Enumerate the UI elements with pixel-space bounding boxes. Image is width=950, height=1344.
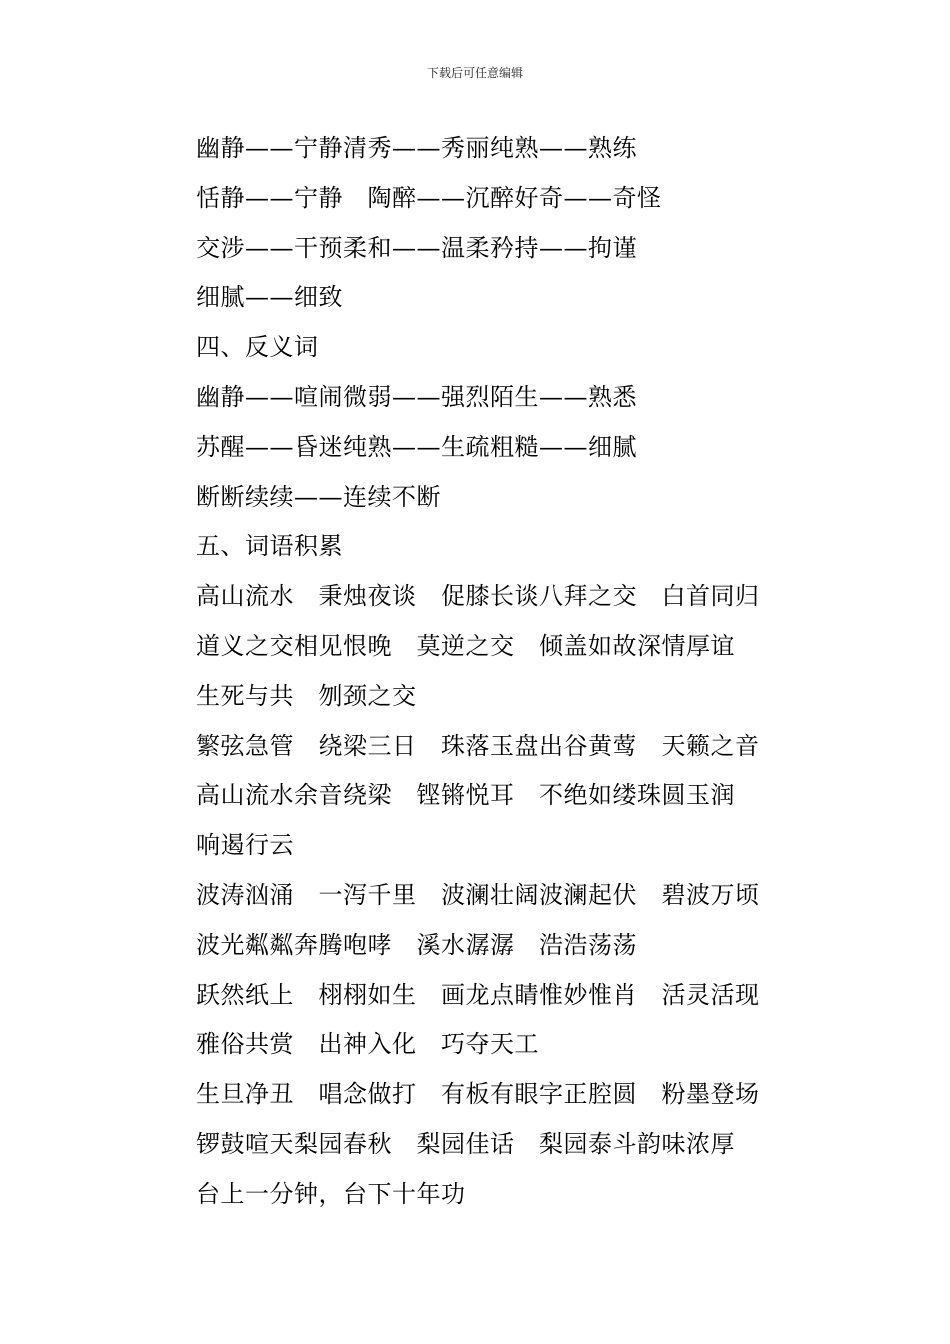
text-line: 幽静——宁静清秀——秀丽纯熟——熟练 xyxy=(196,134,637,162)
text-line: 台上一分钟，台下十年功 xyxy=(196,1179,466,1208)
text-line: 波涛汹涌 一泻千里 波澜壮阔波澜起伏 碧波万顷 xyxy=(196,880,760,909)
text-line: 生旦净丑 唱念做打 有板有眼字正腔圆 粉墨登场 xyxy=(196,1080,760,1109)
text-line: 道义之交相见恨晚 莫逆之交 倾盖如故深情厚谊 xyxy=(196,631,735,660)
section-heading-antonyms: 四、反义词 xyxy=(196,333,319,362)
text-line: 繁弦急管 绕梁三日 珠落玉盘出谷黄莺 天籁之音 xyxy=(196,731,760,760)
text-line: 雅俗共赏 出神入化 巧夺天工 xyxy=(196,1030,539,1059)
text-line: 响遏行云 xyxy=(196,831,294,860)
text-line: 锣鼓喧天梨园春秋 梨园佳话 梨园泰斗韵味浓厚 xyxy=(196,1129,735,1158)
page-header: 下载后可任意编辑 xyxy=(426,66,523,80)
text-line: 波光粼粼奔腾咆哮 溪水潺潺 浩浩荡荡 xyxy=(196,930,637,959)
text-line: 苏醒——昏迷纯熟——生疏粗糙——细腻 xyxy=(196,432,637,461)
text-line: 幽静——喧闹微弱——强烈陌生——熟悉 xyxy=(196,382,637,411)
text-line: 高山流水 秉烛夜谈 促膝长谈八拜之交 白首同归 xyxy=(196,582,760,611)
text-line: 生死与共 刎颈之交 xyxy=(196,681,417,710)
text-line: 细腻——细致 xyxy=(196,283,343,312)
section-heading-vocabulary: 五、词语积累 xyxy=(196,532,343,561)
text-line: 跃然纸上 栩栩如生 画龙点睛惟妙惟肖 活灵活现 xyxy=(196,980,760,1009)
text-line: 交涉——干预柔和——温柔矜持——拘谨 xyxy=(196,233,637,262)
text-line: 高山流水余音绕梁 铿锵悦耳 不绝如缕珠圆玉润 xyxy=(196,781,735,810)
text-line: 断断续续——连续不断 xyxy=(196,482,441,511)
document-body xyxy=(196,124,816,1220)
text-line: 恬静——宁静 陶醉——沉醉好奇——奇怪 xyxy=(196,183,662,212)
